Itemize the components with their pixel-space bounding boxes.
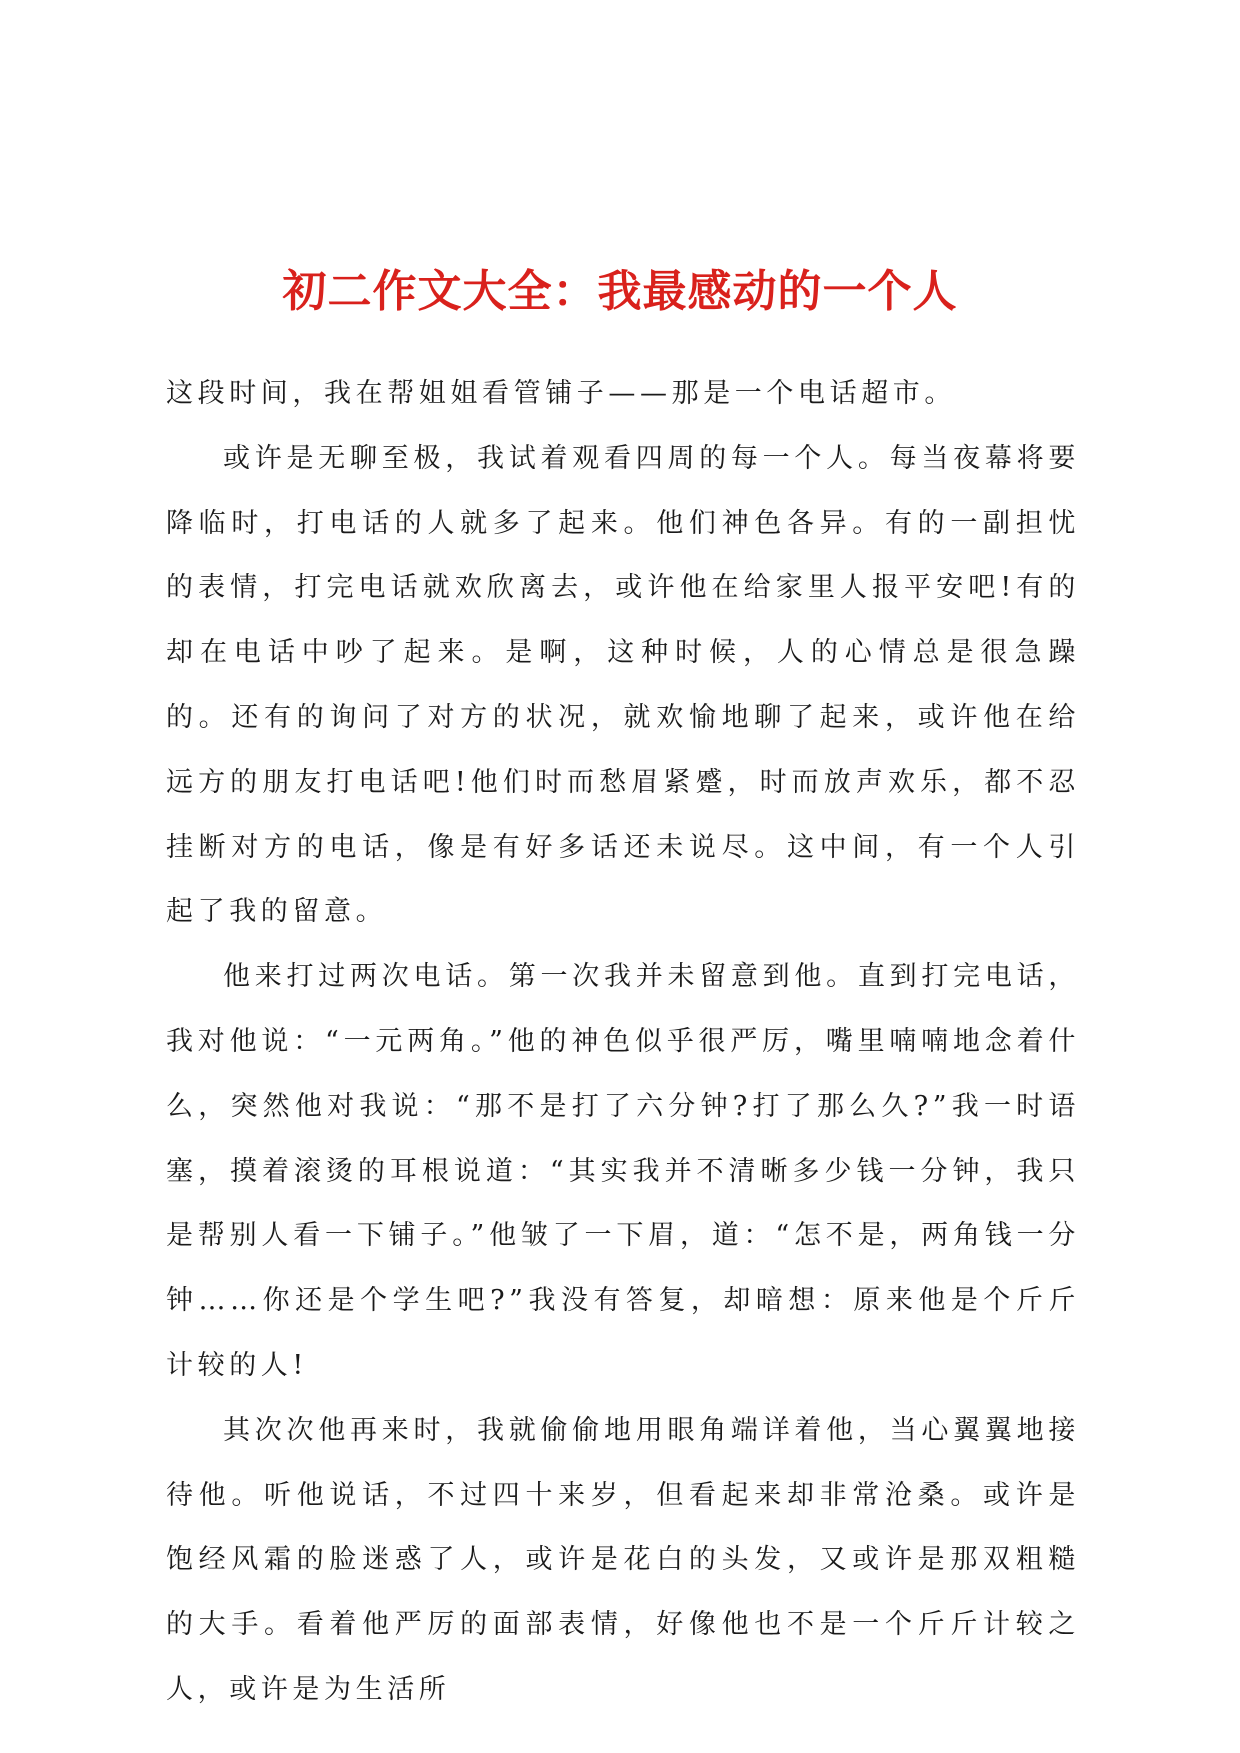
paragraph-4: 其次次他再来时，我就偷偷地用眼角端详着他，当心翼翼地接待他。听他说话，不过四十来岁，但看起来却非常沧桑。或许是饱经风霜的脸迷惑了人，或许是花白的头发，又或许是那双粗糙的大手。看着他严厉的面部表情，好像他也不是一个斤斤计较之人，或许是为生活所 xyxy=(166,1414,1080,1705)
document-body xyxy=(166,362,1080,1723)
paragraph-1: 这段时间，我在帮姐姐看管铺子——那是一个电话超市。 xyxy=(166,378,956,409)
paragraph-3: 他来打过两次电话。第一次我并未留意到他。直到打完电话，我对他说：“一元两角。”他的神色似乎很严厉，嘴里喃喃地念着什么，突然他对我说：“那不是打了六分钟?打了那么久?”我一时语塞，摸着滚烫的耳根说道：“其实我并不清晰多少钱一分钟，我只是帮别人看一下铺子。”他皱了一下眉，道：“怎不是，两角钱一分钟……你还是个学生吧?”我没有答复，却暗想：原来他是个斤斤计较的人! xyxy=(166,961,1080,1381)
document-title: 初二作文大全：我最感动的一个人 xyxy=(282,266,958,317)
paragraph-2: 或许是无聊至极，我试着观看四周的每一个人。每当夜幕将要降临时，打电话的人就多了起来。他们神色各异。有的一副担忧的表情，打完电话就欢欣离去，或许他在给家里人报平安吧!有的却在电话中吵了起来。是啊，这种时候，人的心情总是很急躁的。还有的询问了对方的状况，就欢愉地聊了起来，或许他在给远方的朋友打电话吧!他们时而愁眉紧蹙，时而放声欢乐，都不忍挂断对方的电话，像是有好多话还未说尽。这中间，有一个人引起了我的留意。 xyxy=(166,442,1080,928)
